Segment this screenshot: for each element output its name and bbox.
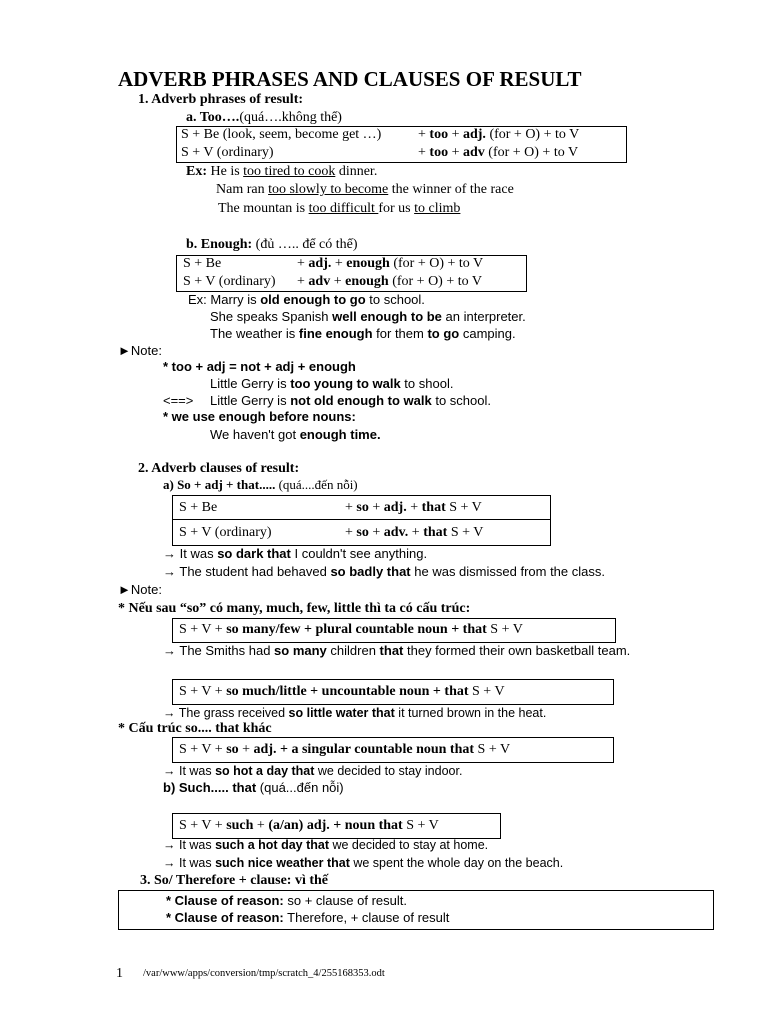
- example-text: → The grass received: [163, 706, 289, 720]
- example-text: Little Gerry is: [210, 393, 291, 408]
- example-text: to shool.: [400, 376, 454, 391]
- example-bold: so hot a day that: [215, 764, 315, 778]
- example-bold: fine enough: [298, 326, 373, 341]
- plus-sign: +: [408, 525, 424, 540]
- too-example-1: [186, 164, 377, 180]
- formula-text: S + V +: [179, 818, 227, 833]
- too-row1-left: S + Be (look, seem, become get …): [181, 127, 382, 142]
- plus-sign: +: [418, 145, 430, 160]
- example-bold: not old enough to walk: [290, 393, 432, 408]
- note-1-example-3: [210, 428, 381, 443]
- example-bold: such a hot day that: [215, 838, 329, 852]
- plus-sign: +: [297, 274, 309, 289]
- formula-text: S + V +: [179, 622, 227, 637]
- too-row2-right: [418, 145, 578, 161]
- formula-rest: (for + O) + to V: [389, 256, 484, 271]
- therefore-row-1: [166, 894, 407, 909]
- plus-sign: +: [368, 500, 384, 515]
- note-1-label: ►Note:: [118, 343, 162, 358]
- too-example-2: [216, 182, 514, 198]
- example-bold: to go: [427, 326, 460, 341]
- enough-row2-right: [297, 274, 482, 290]
- enough-row1-left: S + Be: [183, 256, 222, 271]
- example-bold: so badly that: [330, 564, 411, 579]
- example-label: Ex:: [186, 164, 207, 179]
- example-text: for us: [378, 201, 415, 216]
- too-gloss: (quá….không thể): [239, 110, 342, 125]
- example-text: The weather is: [210, 326, 299, 341]
- keyword-so: so: [356, 500, 369, 515]
- example-text: → It was: [163, 856, 216, 870]
- example-text: children: [326, 643, 380, 658]
- formula-rest: (for + O) + to V: [484, 145, 579, 160]
- example-text: dinner.: [335, 164, 378, 179]
- formula-text: S + V +: [179, 742, 227, 757]
- plus-sign: +: [448, 145, 463, 160]
- formula-text: Therefore, + clause of result: [283, 910, 450, 925]
- formula-bold: * Clause of reason:: [166, 910, 284, 925]
- formula-text: so + clause of result.: [283, 893, 407, 908]
- example-text: → It was: [163, 546, 218, 561]
- formula-text: +: [253, 818, 269, 833]
- enough-example-3: [210, 327, 516, 342]
- example-text: camping.: [459, 326, 516, 341]
- keyword-too: too: [429, 145, 449, 160]
- formula-bold: so much/little + uncountable noun + that: [226, 684, 469, 699]
- keyword-enough: enough: [345, 274, 389, 289]
- formula-rest: S + V: [447, 525, 484, 540]
- so-that-gloss: (quá....đến nỗi): [275, 477, 358, 492]
- so-that-row2-right: [345, 525, 483, 541]
- formula-bold: + a singular countable noun that: [276, 742, 475, 757]
- example-bold: old enough to go: [260, 292, 366, 307]
- subsection-a-too: [186, 110, 342, 126]
- plus-sign: +: [345, 500, 357, 515]
- note-2-rule-2: * Cấu trúc so.... that khác: [118, 721, 272, 736]
- too-row2-left: S + V (ordinary): [181, 145, 274, 160]
- example-text: We haven't got: [210, 427, 300, 442]
- keyword-adv: adv: [308, 274, 331, 289]
- keyword-adj: adj.: [462, 127, 486, 142]
- keyword-adj: adj.: [308, 256, 332, 271]
- example-text: for them: [372, 326, 428, 341]
- example-bold: too young to walk: [290, 376, 401, 391]
- so-much-formula: [179, 684, 505, 700]
- keyword-too: too: [429, 127, 449, 142]
- note-2-rule: * Nếu sau “so” có many, much, few, little thì ta có cấu trúc:: [118, 601, 471, 616]
- keyword-enough: enough: [346, 256, 390, 271]
- note-1-example-2: [210, 394, 491, 409]
- formula-bold: * Clause of reason:: [166, 893, 284, 908]
- example-underline: too slowly to become: [268, 182, 389, 197]
- enough-label: b. Enough:: [186, 237, 253, 252]
- plus-sign: +: [331, 256, 347, 271]
- therefore-row-2: [166, 911, 449, 926]
- example-bold: so dark that: [217, 546, 291, 561]
- so-adj-noun-formula: [179, 742, 510, 758]
- plus-sign: +: [448, 127, 463, 142]
- example-bold: so little water that: [288, 706, 395, 720]
- formula-text: S + V: [474, 742, 511, 757]
- keyword-adv: adv: [462, 145, 485, 160]
- example-text: we spent the whole day on the beach.: [349, 856, 564, 870]
- formula-rest: S + V: [445, 500, 482, 515]
- plus-sign: +: [368, 525, 384, 540]
- so-that-row1-right: [345, 500, 482, 516]
- enough-gloss: (đủ ….. để có thể): [252, 237, 358, 252]
- plus-sign: +: [406, 500, 422, 515]
- example-text: to school.: [365, 292, 425, 307]
- formula-rest: (for + O) + to V: [485, 127, 580, 142]
- example-text: → The Smiths had: [163, 643, 275, 658]
- example-bold: such nice weather that: [215, 856, 350, 870]
- example-text: → It was: [163, 838, 216, 852]
- subsection-b-enough: [186, 237, 358, 253]
- keyword-that: that: [421, 500, 446, 515]
- example-underline: too difficult: [308, 201, 379, 216]
- example-text: The mountan is: [218, 201, 309, 216]
- so-much-example: [163, 706, 546, 720]
- example-underline: too tired to cook: [243, 164, 336, 179]
- subsection-b-such-that: [163, 781, 344, 796]
- formula-bold: so many/few + plural countable noun + that: [226, 622, 487, 637]
- such-that-example-2: [163, 856, 563, 870]
- plus-sign: +: [297, 256, 309, 271]
- example-text: he was dismissed from the class.: [410, 564, 605, 579]
- example-text: → It was: [163, 764, 216, 778]
- example-text: we decided to stay indoor.: [314, 764, 463, 778]
- enough-example-2: [210, 310, 526, 325]
- formula-bold: such: [226, 818, 254, 833]
- such-that-label: b) Such..... that: [163, 780, 257, 795]
- example-bold: enough time.: [299, 427, 381, 442]
- example-bold: so many: [274, 643, 327, 658]
- example-text: the winner of the race: [388, 182, 514, 197]
- formula-bold: adj.: [253, 742, 277, 757]
- example-text: Ex: Marry is: [188, 292, 261, 307]
- so-adj-noun-example: [163, 764, 462, 778]
- note-1-example-2-arrow: <==>: [163, 393, 194, 408]
- example-text: She speaks Spanish: [210, 309, 333, 324]
- file-path: /var/www/apps/conversion/tmp/scratch_4/255168353.odt: [143, 968, 385, 979]
- example-text: Nam ran: [216, 182, 269, 197]
- example-text: an interpreter.: [441, 309, 526, 324]
- example-underline: to climb: [414, 201, 461, 216]
- example-text: we decided to stay at home.: [329, 838, 489, 852]
- plus-sign: +: [418, 127, 426, 142]
- plus-sign: +: [330, 274, 346, 289]
- example-text: to school.: [431, 393, 491, 408]
- such-that-gloss: (quá...đến nỗi): [256, 780, 344, 795]
- formula-text: +: [238, 742, 254, 757]
- keyword-adj: adj.: [383, 500, 407, 515]
- example-text: Little Gerry is: [210, 376, 291, 391]
- example-text: I couldn't see anything.: [290, 546, 428, 561]
- formula-text: S + V: [468, 684, 505, 699]
- page-number: 1: [116, 966, 123, 981]
- so-that-row2-left: S + V (ordinary): [179, 525, 272, 540]
- example-bold: well enough to be: [332, 309, 442, 324]
- formula-text: S + V: [486, 622, 523, 637]
- box-divider: [172, 519, 551, 520]
- note-1-example-1: [210, 377, 453, 392]
- subsection-a-so-that: [163, 478, 358, 493]
- example-bold: that: [379, 643, 404, 658]
- note-1-rule-1: * too + adj = not + adj + enough: [163, 359, 356, 374]
- formula-text: S + V +: [179, 684, 227, 699]
- formula-bold: (a/an) adj. + noun that: [268, 818, 403, 833]
- keyword-so: so: [356, 525, 369, 540]
- enough-row1-right: [297, 256, 483, 272]
- enough-example-1: [188, 293, 425, 308]
- note-2-label: ►Note:: [118, 582, 162, 597]
- example-text: it turned brown in the heat.: [394, 706, 547, 720]
- so-that-row1-left: S + Be: [179, 500, 218, 515]
- formula-text: S + V: [402, 818, 439, 833]
- so-that-example-2: [163, 565, 605, 580]
- formula-rest: (for + O) + to V: [388, 274, 482, 289]
- example-text: → The student had behaved: [163, 564, 331, 579]
- plus-sign: +: [345, 525, 357, 540]
- so-that-label: a) So + adj + that.....: [163, 477, 276, 492]
- too-example-3: [218, 201, 460, 217]
- so-that-example-1: [163, 547, 427, 562]
- section-2-heading: 2. Adverb clauses of result:: [138, 461, 300, 476]
- too-row1-right: [418, 127, 579, 143]
- note-1-rule-2: * we use enough before nouns:: [163, 409, 356, 424]
- enough-row2-left: S + V (ordinary): [183, 274, 276, 289]
- section-3-heading: 3. So/ Therefore + clause: vì thế: [140, 873, 329, 888]
- page-title: ADVERB PHRASES AND CLAUSES OF RESULT: [118, 67, 582, 91]
- such-that-example-1: [163, 838, 488, 852]
- formula-bold: so: [226, 742, 239, 757]
- example-text: He is: [207, 164, 244, 179]
- so-many-formula: [179, 622, 523, 638]
- section-1-heading: 1. Adverb phrases of result:: [138, 92, 304, 107]
- such-that-formula: [179, 818, 439, 834]
- example-text: they formed their own basketball team.: [403, 643, 631, 658]
- keyword-adv: adv.: [383, 525, 409, 540]
- too-label: a. Too….: [186, 110, 240, 125]
- keyword-that: that: [423, 525, 448, 540]
- so-many-example: [163, 644, 630, 659]
